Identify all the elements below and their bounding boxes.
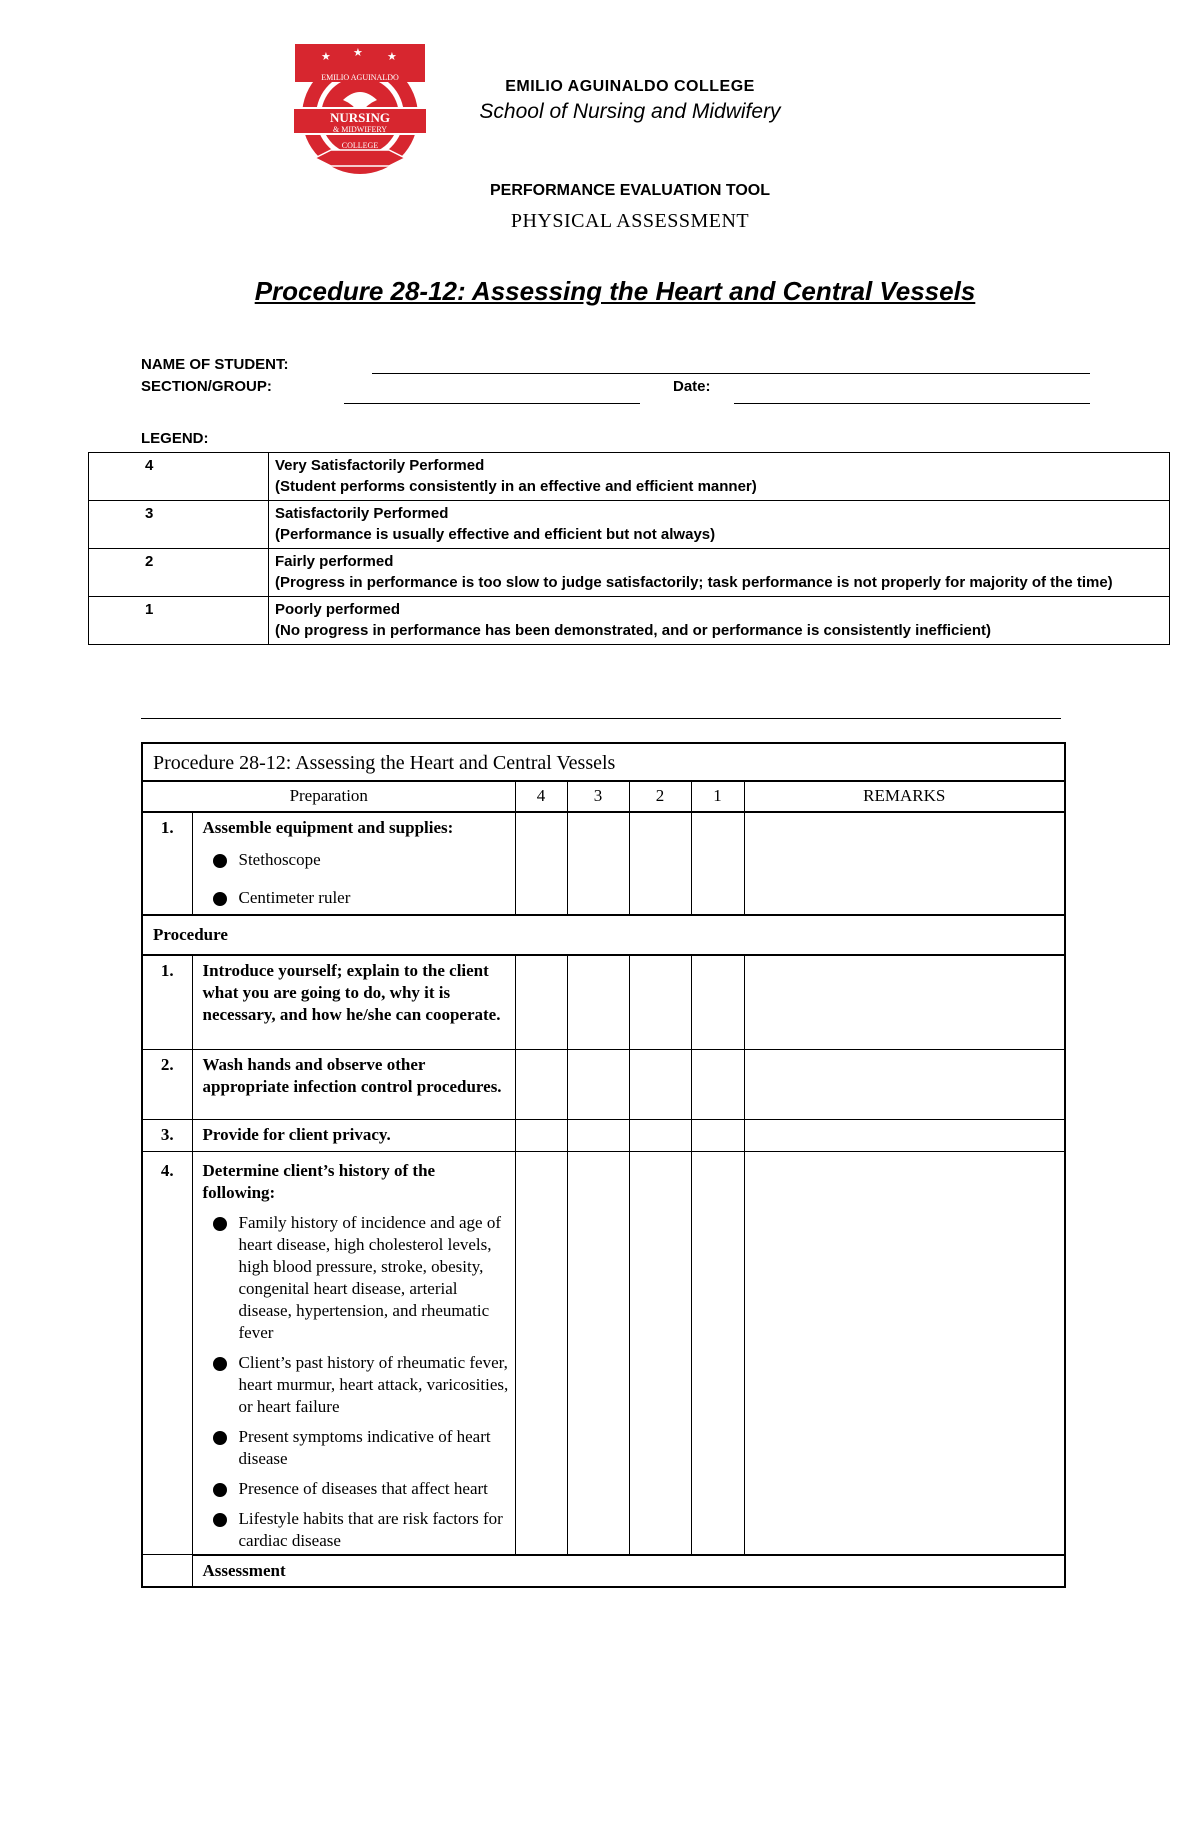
separator-line bbox=[141, 718, 1061, 719]
step-number: 1. bbox=[142, 955, 192, 1049]
score-cell[interactable] bbox=[629, 1049, 691, 1119]
score-cell[interactable] bbox=[515, 1049, 567, 1119]
logo-bottom-text: COLLEGE bbox=[341, 141, 379, 150]
score-cell[interactable] bbox=[567, 1049, 629, 1119]
list-item: Presence of diseases that affect heart bbox=[203, 1478, 509, 1500]
score-cell[interactable] bbox=[515, 812, 567, 915]
score-cell[interactable] bbox=[691, 1049, 744, 1119]
svg-text:★: ★ bbox=[387, 50, 397, 63]
procedure-heading: Procedure 28-12: Assessing the Heart and Central Vessels bbox=[254, 276, 976, 306]
header-score-3: 3 bbox=[567, 781, 629, 812]
score-cell[interactable] bbox=[567, 1119, 629, 1151]
date-field[interactable] bbox=[734, 403, 1090, 404]
table-row bbox=[142, 1119, 1065, 1151]
legend-label: Poorly performed bbox=[275, 601, 401, 618]
svg-text:★: ★ bbox=[321, 50, 331, 63]
remarks-cell[interactable] bbox=[744, 812, 1065, 915]
list-item: Centimeter ruler bbox=[203, 887, 509, 909]
header-preparation: Preparation bbox=[142, 781, 515, 812]
step-text: Introduce yourself; explain to the client what you are going to do, why it is necessary, and how he/she can cooperate. bbox=[192, 955, 515, 1049]
score-cell[interactable] bbox=[629, 1119, 691, 1151]
name-field[interactable] bbox=[372, 373, 1090, 374]
remarks-cell[interactable] bbox=[744, 1049, 1065, 1119]
step-number: 4. bbox=[142, 1151, 192, 1555]
step-number: 1. bbox=[142, 812, 192, 915]
score-cell[interactable] bbox=[629, 812, 691, 915]
remarks-cell[interactable] bbox=[744, 1119, 1065, 1151]
assessment-section-label: Assessment bbox=[192, 1555, 1065, 1587]
list-item: Client’s past history of rheumatic fever, heart murmur, heart attack, varicosities, or heart failure bbox=[203, 1352, 509, 1418]
step-text: Assemble equipment and supplies: bbox=[202, 818, 454, 837]
score-cell[interactable] bbox=[515, 955, 567, 1049]
header-score-4: 4 bbox=[515, 781, 567, 812]
legend-num: 1 bbox=[89, 597, 269, 645]
step-text: Determine client’s history of the following: bbox=[202, 1160, 436, 1202]
score-cell[interactable] bbox=[691, 955, 744, 1049]
bullet-list bbox=[203, 849, 509, 909]
score-cell[interactable] bbox=[567, 955, 629, 1049]
score-cell[interactable] bbox=[567, 1151, 629, 1555]
logo-arc-text: EMILIO AGUINALDO bbox=[321, 73, 399, 82]
remarks-cell[interactable] bbox=[744, 955, 1065, 1049]
tool-title: PERFORMANCE EVALUATION TOOL bbox=[490, 182, 770, 199]
legend-label: Fairly performed bbox=[275, 553, 394, 570]
school-name: School of Nursing and Midwifery bbox=[479, 100, 781, 123]
table-row bbox=[142, 955, 1065, 1049]
step-number: 3. bbox=[142, 1119, 192, 1151]
legend-row bbox=[89, 549, 1170, 597]
table-row bbox=[142, 1049, 1065, 1119]
legend-desc: (Progress in performance is too slow to judge satisfactorily; task performance is not properly for majority of the time) bbox=[275, 574, 1113, 591]
header-score-1: 1 bbox=[691, 781, 744, 812]
name-label: NAME OF STUDENT: bbox=[141, 356, 289, 373]
legend-desc: (Student performs consistently in an effective and efficient manner) bbox=[275, 478, 757, 495]
table-title: Procedure 28-12: Assessing the Heart and Central Vessels bbox=[142, 743, 1065, 781]
bullet-icon bbox=[213, 1357, 227, 1371]
legend-row bbox=[89, 453, 1170, 501]
logo-main-text: NURSING bbox=[330, 110, 390, 125]
college-name: EMILIO AGUINALDO COLLEGE bbox=[505, 78, 755, 95]
evaluation-table bbox=[141, 742, 1066, 1588]
legend-desc: (Performance is usually effective and efficient but not always) bbox=[275, 526, 716, 543]
legend-label: Very Satisfactorily Performed bbox=[275, 457, 485, 474]
bullet-icon bbox=[213, 1483, 227, 1497]
score-cell[interactable] bbox=[629, 955, 691, 1049]
legend-table bbox=[88, 452, 1170, 645]
legend-title: LEGEND: bbox=[141, 430, 209, 447]
bullet-list bbox=[203, 1212, 509, 1552]
step-text: Wash hands and observe other appropriate infection control procedures. bbox=[192, 1049, 515, 1119]
list-item: Family history of incidence and age of heart disease, high cholesterol levels, high blood pressure, stroke, obesity, congenital heart disease, arterial disease, hypertension, and rheumatic fever bbox=[203, 1212, 509, 1344]
score-cell[interactable] bbox=[515, 1151, 567, 1555]
section-field[interactable] bbox=[344, 403, 640, 404]
legend-row bbox=[89, 597, 1170, 645]
score-cell[interactable] bbox=[629, 1151, 691, 1555]
bullet-icon bbox=[213, 1513, 227, 1527]
score-cell[interactable] bbox=[691, 1119, 744, 1151]
list-item: Lifestyle habits that are risk factors for cardiac disease bbox=[203, 1508, 509, 1552]
date-label: Date: bbox=[673, 378, 711, 395]
logo-sub-text: & MIDWIFERY bbox=[333, 125, 387, 134]
score-cell[interactable] bbox=[691, 1151, 744, 1555]
legend-num: 2 bbox=[89, 549, 269, 597]
step-text: Provide for client privacy. bbox=[192, 1119, 515, 1151]
score-cell[interactable] bbox=[691, 812, 744, 915]
bullet-icon bbox=[213, 892, 227, 906]
header-score-2: 2 bbox=[629, 781, 691, 812]
legend-label: Satisfactorily Performed bbox=[275, 505, 449, 522]
bullet-icon bbox=[213, 1217, 227, 1231]
legend-num: 4 bbox=[89, 453, 269, 501]
svg-text:★: ★ bbox=[353, 46, 363, 59]
score-cell[interactable] bbox=[515, 1119, 567, 1151]
table-row bbox=[142, 1151, 1065, 1555]
procedure-section-label: Procedure bbox=[142, 915, 1065, 955]
bullet-icon bbox=[213, 1431, 227, 1445]
tool-subtitle: PHYSICAL ASSESSMENT bbox=[510, 210, 750, 232]
legend-desc: (No progress in performance has been demonstrated, and or performance is consistently inefficient) bbox=[275, 622, 991, 639]
table-row bbox=[142, 812, 1065, 915]
header bbox=[380, 78, 880, 124]
header-remarks: REMARKS bbox=[744, 781, 1065, 812]
section-label: SECTION/GROUP: bbox=[141, 378, 272, 395]
list-item: Stethoscope bbox=[203, 849, 509, 871]
score-cell[interactable] bbox=[567, 812, 629, 915]
legend-row bbox=[89, 501, 1170, 549]
list-item: Present symptoms indicative of heart disease bbox=[203, 1426, 509, 1470]
bullet-icon bbox=[213, 854, 227, 868]
step-number: 2. bbox=[142, 1049, 192, 1119]
remarks-cell[interactable] bbox=[744, 1151, 1065, 1555]
legend-num: 3 bbox=[89, 501, 269, 549]
